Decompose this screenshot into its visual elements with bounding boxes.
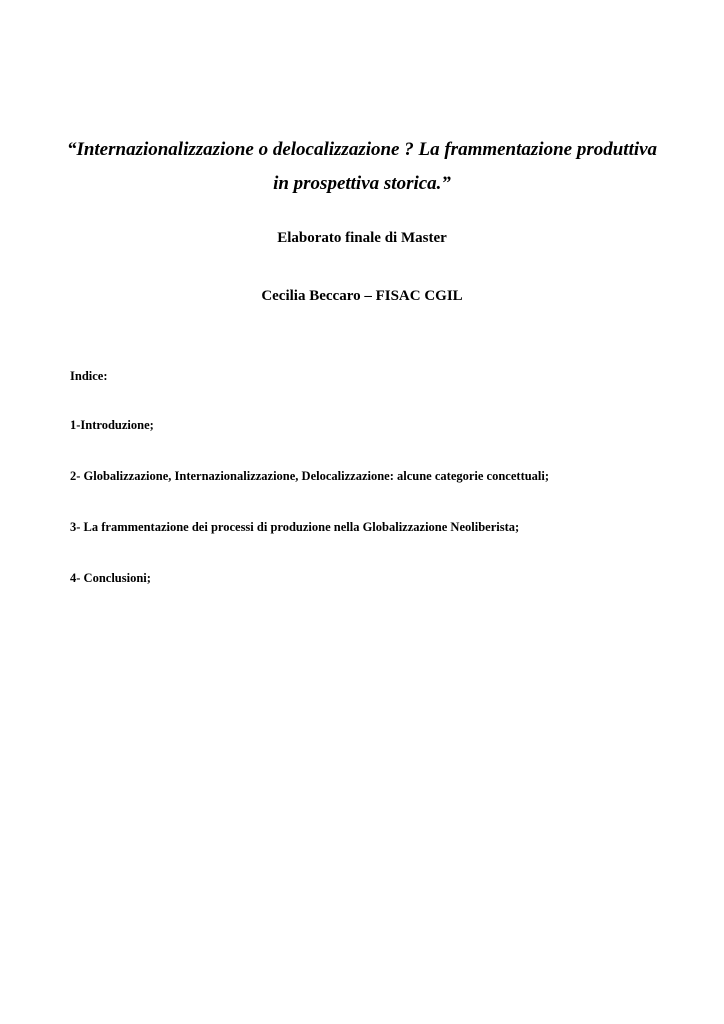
document-title: “Internazionalizzazione o delocalizzazione ? La frammentazione produttiva in prospettiva storica.” — [66, 139, 658, 194]
index-item-frammentazione: 3- La frammentazione dei processi di produzione nella Globalizzazione Neoliberista; — [70, 520, 520, 534]
document-author: Cecilia Beccaro – FISAC CGIL — [261, 288, 463, 304]
index-item-introduzione: 1-Introduzione; — [70, 418, 154, 432]
index-item-conclusioni: 4- Conclusioni; — [70, 571, 151, 585]
index-item-globalizzazione: 2- Globalizzazione, Internazionalizzazione, Delocalizzazione: alcune categorie concettuali; — [70, 469, 550, 483]
document-subtitle: Elaborato finale di Master — [277, 230, 447, 246]
index-heading: Indice: — [70, 369, 108, 383]
